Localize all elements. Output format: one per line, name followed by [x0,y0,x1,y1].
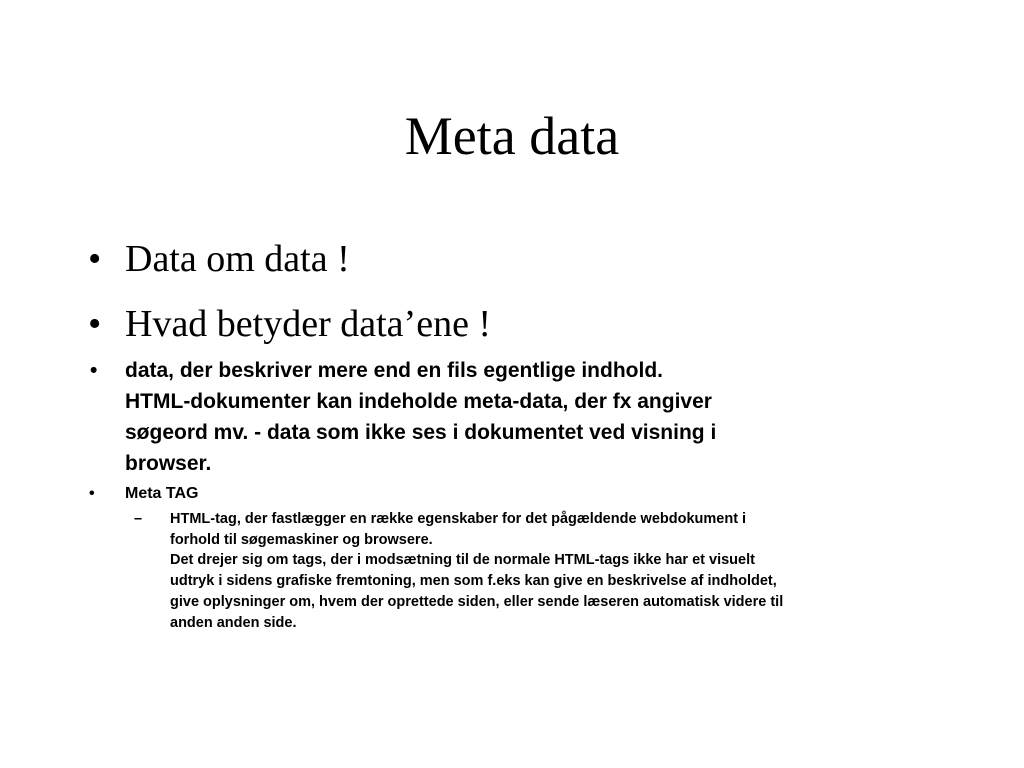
bullet-text: Data om data ! [125,238,350,280]
sub-bullet-marker: – [134,511,143,527]
text-line: browser. [125,452,212,475]
text-line: udtryk i sidens grafiske fremtoning, men som f.eks kan give en beskrivelse af indholdet, [170,573,777,590]
text-line: data, der beskriver mere end en fils egentlige indhold. [125,359,663,382]
bullet-text: Meta TAG [125,485,199,502]
bullet-marker: • [88,238,102,280]
bullet-text: Hvad betyder data’ene ! [125,303,492,345]
text-line: anden anden side. [170,614,297,631]
text-line: give oplysninger om, hvem der oprettede siden, eller sende læseren automatisk videre til [170,593,784,610]
bullet-marker: • [88,303,102,345]
text-line: HTML-dokumenter kan indeholde meta-data, der fx angiver [125,390,712,413]
bullet-marker: • [90,359,98,382]
text-line: forhold til søgemaskiner og browsere. [170,531,433,548]
text-line: HTML-tag, der fastlægger en række egenskaber for det pågældende webdokument i [170,511,747,527]
text-line: Det drejer sig om tags, der i modsætning til de normale HTML-tags ikke har et visuelt [170,552,755,569]
bold-bullet-text [125,355,716,479]
bullet-marker: • [89,485,95,502]
text-line: søgeord mv. - data som ikke ses i dokumentet ved visning i [125,421,717,444]
sub-bullet-text [170,509,783,633]
slide-title: Meta data [404,106,620,166]
